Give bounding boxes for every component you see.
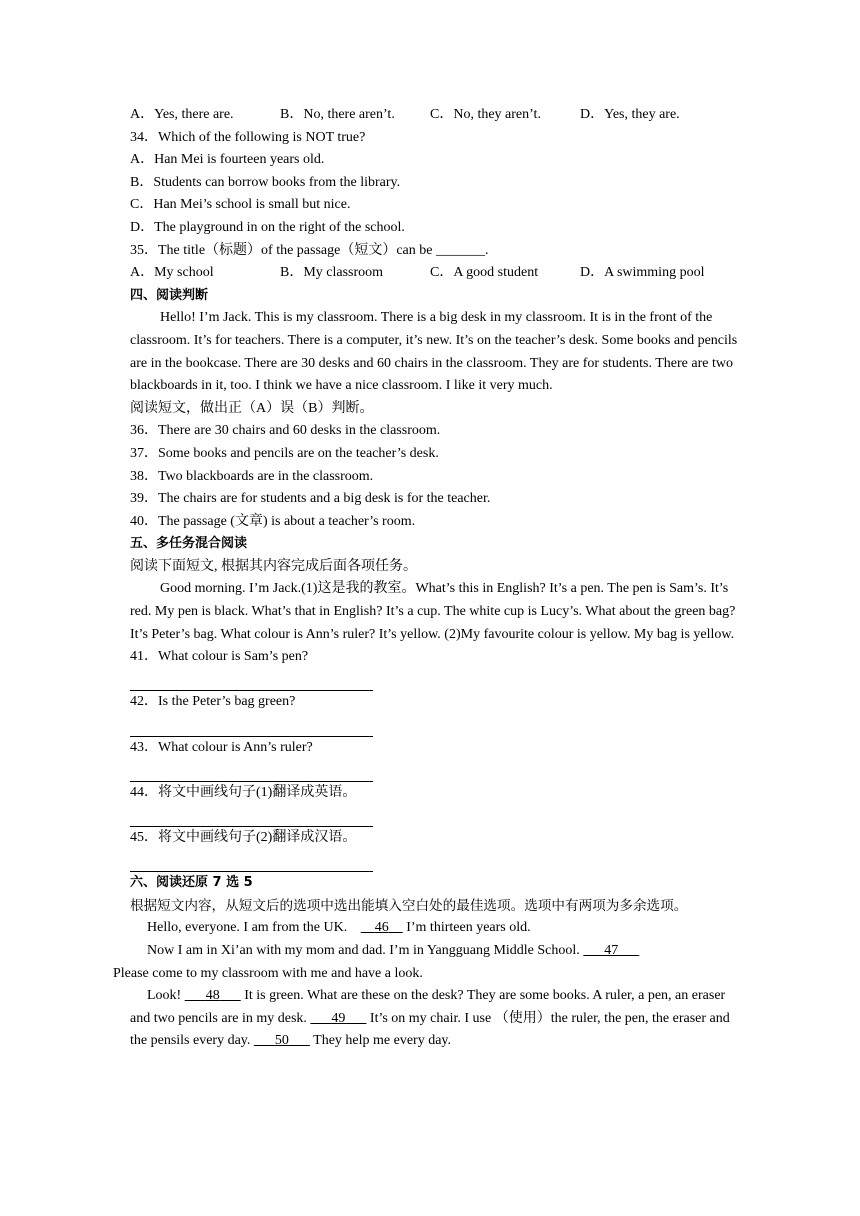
p3-before: Look! [147, 988, 185, 1004]
blank-49-number: 49 [331, 1010, 346, 1026]
q42: 42．Is the Peter’s bag green? [130, 694, 296, 710]
q44-answer-line[interactable] [130, 804, 373, 827]
q40: 40．The passage (文章) is about a teacher’s room. [130, 513, 416, 529]
blank-48[interactable] [185, 988, 241, 1003]
q35-option-a: A．My school [130, 265, 214, 281]
section4-heading: 四、阅读判断 [130, 287, 209, 303]
q34-question: 34．Which of the following is NOT true? [130, 129, 366, 145]
document-page [113, 104, 742, 1053]
section4-passage: Hello! I’m Jack. This is my classroom. There is a big desk in my classroom. It is in the front of the classroom. It’s for teachers. There is a computer, it’s new. It’s on the teacher’s desk. Some books and pencils are in the bookcase. There are 30 desks and 60 chairs in the classroom. They are for students. There are two blackboards in it, too. I think we have a nice classroom. I like it very much. [130, 310, 738, 394]
q35-option-c: C．A good student [430, 265, 539, 281]
p2-before: Now I am in Xi’an with my mom and dad. I’m in Yangguang Middle School. [147, 942, 584, 958]
p1-after: I’m thirteen years old. [402, 920, 531, 936]
q33-option-d: D．Yes, they are. [580, 107, 680, 122]
q34-option-d: D．The playground in on the right of the school. [130, 219, 405, 235]
q43-answer-line[interactable] [130, 759, 373, 782]
q38: 38．Two blackboards are in the classroom. [130, 468, 374, 484]
q39: 39．The chairs are for students and a big desk is for the teacher. [130, 491, 491, 507]
q33-option-c: C．No, they aren’t. [430, 107, 541, 122]
q33-options [130, 104, 742, 127]
blank-46[interactable] [351, 920, 403, 935]
section6-paragraph-1 [130, 917, 742, 940]
p3-mid2: It’s on my chair. I use （使用）the ruler, the pen, the eraser and the pensils every day. [130, 1010, 730, 1049]
blank-50-number: 50 [274, 1033, 289, 1049]
q45-answer-line[interactable] [130, 850, 373, 873]
blank-48-number: 48 [205, 988, 220, 1004]
q36: 36．There are 30 chairs and 60 desks in the classroom. [130, 423, 441, 439]
blank-46-number: 46 [374, 920, 389, 936]
section5-instruction: 阅读下面短文, 根据其内容完成后面各项任务。 [130, 558, 417, 574]
p1-before: Hello, everyone. I am from the UK. [147, 920, 351, 936]
q35-option-b: B．My classroom [280, 265, 384, 281]
section6-heading: 六、阅读还原 7 选 5 [130, 875, 253, 891]
blank-47-number: 47 [604, 942, 619, 958]
q34-option-b: B．Students can borrow books from the library. [130, 174, 401, 190]
q45: 45．将文中画线句子(2)翻译成汉语。 [130, 830, 357, 845]
q35-options [130, 262, 742, 285]
section5-heading: 五、多任务混合阅读 [130, 536, 248, 552]
section6-instruction: 根据短文内容，从短文后的选项中选出能填入空白处的最佳选项。选项中有两项为多余选项。 [130, 897, 688, 913]
q35-option-d: D．A swimming pool [580, 265, 705, 281]
section5-passage: Good morning. I’m Jack.(1)这是我的教室。What’s this in English? It’s a pen. The pen is Sam’s. It’s red. My pen is black. What’s that in English? It’s a cup. The white cup is Lucy’s. What about the green bag? It’s Peter’s bag. What colour is Ann’s ruler? It’s yellow. (2)My favourite colour is yellow. My bag is yellow. [130, 581, 736, 642]
q41: 41．What colour is Sam’s pen? [130, 649, 309, 665]
q34-option-a: A．Han Mei is fourteen years old. [130, 152, 325, 168]
p2-after: Please come to my classroom with me and have a look. [113, 965, 423, 981]
blank-50[interactable] [254, 1033, 310, 1048]
section6-paragraph-2 [113, 940, 742, 985]
p3-after: They help me every day. [309, 1033, 452, 1049]
q41-answer-line[interactable] [130, 669, 373, 692]
q37: 37．Some books and pencils are on the teacher’s desk. [130, 445, 439, 461]
section6-paragraph-3 [130, 985, 742, 1053]
q35-question: 35．The title（标题）of the passage（短文）can be _______. [130, 242, 489, 258]
q33-option-b: B．No, there aren’t. [280, 107, 395, 122]
q42-answer-line[interactable] [130, 714, 373, 737]
blank-47[interactable] [583, 943, 639, 958]
p3-mid1: It is green. What are these on the desk? They are some books. A ruler, a pen, an eraser and two pencils are in my desk. [130, 988, 726, 1026]
q33-option-a: A．Yes, there are. [130, 107, 234, 122]
q44: 44．将文中画线句子(1)翻译成英语。 [130, 784, 357, 800]
q34-option-c: C．Han Mei’s school is small but nice. [130, 197, 351, 213]
q43: 43．What colour is Ann’s ruler? [130, 739, 313, 755]
section4-instruction: 阅读短文，做出正（A）误（B）判断。 [130, 400, 374, 416]
blank-49[interactable] [310, 1011, 366, 1026]
